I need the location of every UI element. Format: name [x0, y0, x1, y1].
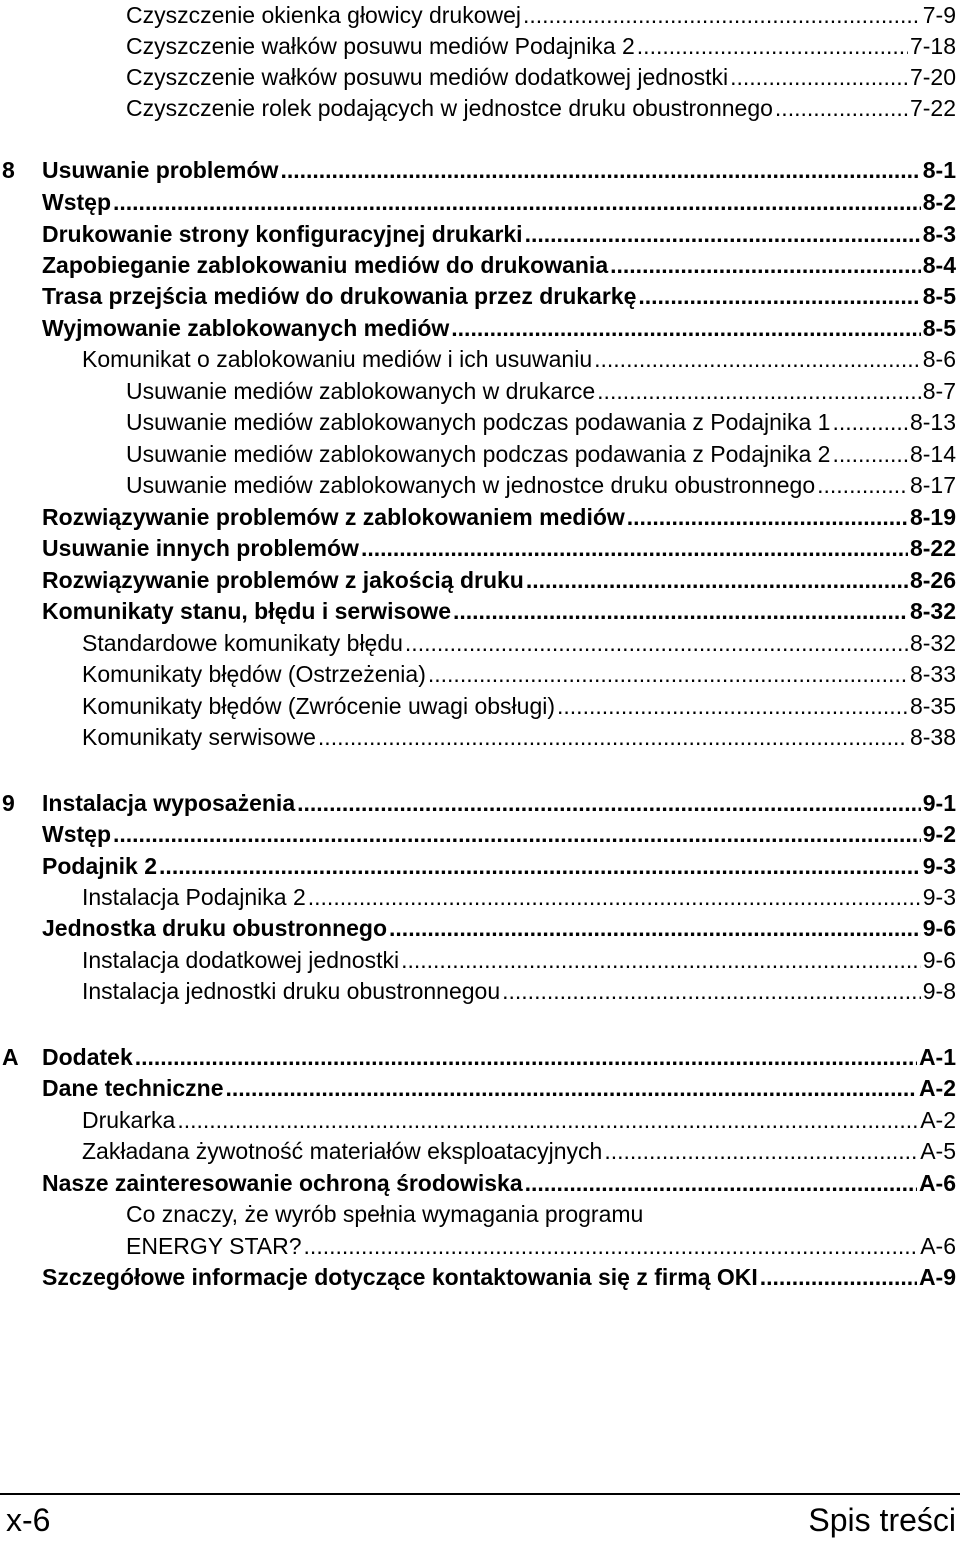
- toc-entry-page: 8-14: [909, 441, 956, 467]
- toc-entry-title: Komunikaty błędów (Ostrzeżenia): [82, 661, 426, 687]
- toc-entry-title: Komunikaty stanu, błędu i serwisowe: [42, 598, 451, 624]
- chapter-number: 9: [2, 790, 15, 816]
- toc-entry-title: Drukowanie strony konfiguracyjnej drukarki: [42, 221, 523, 247]
- toc-leader: [401, 945, 921, 975]
- toc-entry-page: 7-20: [909, 64, 956, 90]
- toc-entry[interactable]: [42, 533, 956, 563]
- toc-entry-page: 9-2: [922, 821, 956, 847]
- toc-leader: [113, 819, 921, 849]
- toc-leader: [525, 1168, 917, 1198]
- toc-entry-page: 8-5: [922, 315, 956, 341]
- toc-entry-page: 8-32: [909, 630, 956, 656]
- toc-entry-page: 8-5: [922, 283, 956, 309]
- toc-leader: [638, 281, 920, 311]
- toc-chapter-9[interactable]: [2, 788, 956, 818]
- toc-entry-page: 8-35: [909, 693, 956, 719]
- toc-entry[interactable]: [126, 1231, 956, 1261]
- toc-entry[interactable]: [42, 281, 956, 311]
- toc-entry-page: A-6: [918, 1170, 956, 1196]
- toc-entry[interactable]: [42, 596, 956, 626]
- toc-entry[interactable]: [82, 344, 956, 374]
- footer-page-number: x-6: [6, 1502, 51, 1538]
- toc-leader: [832, 439, 907, 469]
- toc-leader: [604, 1136, 918, 1166]
- toc-entry[interactable]: [42, 187, 956, 217]
- toc-leader: [597, 376, 921, 406]
- toc-entry-page: 9-6: [922, 915, 956, 941]
- toc-entry[interactable]: [82, 945, 956, 975]
- toc-entry-title: Jednostka druku obustronnego: [42, 915, 388, 941]
- toc-entry-title: Komunikaty błędów (Zwrócenie uwagi obsługi): [82, 693, 556, 719]
- toc-entry-page: 8-26: [909, 567, 956, 593]
- toc-entry-title: Standardowe komunikaty błędu: [82, 630, 403, 656]
- toc-leader: [308, 882, 921, 912]
- toc-entry[interactable]: [82, 659, 956, 689]
- toc-entry-page: 7-22: [909, 95, 956, 121]
- toc-leader: [760, 1262, 917, 1292]
- toc-entry[interactable]: [126, 470, 956, 500]
- toc-entry-title: Instalacja dodatkowej jednostki: [82, 947, 400, 973]
- toc-entry-title: Drukarka: [82, 1107, 176, 1133]
- toc-entry-title-line1[interactable]: Co znaczy, że wyrób spełnia wymagania programu: [126, 1201, 644, 1227]
- toc-entry-page: A-1: [918, 1044, 956, 1070]
- toc-entry-title: Instalacja Podajnika 2: [82, 884, 306, 910]
- toc-entry[interactable]: [42, 565, 956, 595]
- toc-entry[interactable]: [82, 1105, 956, 1135]
- toc-leader: [637, 31, 908, 61]
- toc-entry-title: Trasa przejścia mediów do drukowania przez drukarkę: [42, 283, 637, 309]
- toc-entry-page: 9-3: [922, 853, 956, 879]
- toc-entry[interactable]: [82, 976, 956, 1006]
- toc-leader: [502, 976, 921, 1006]
- toc-entry-title: Dane techniczne: [42, 1075, 224, 1101]
- toc-entry[interactable]: [42, 502, 956, 532]
- toc-entry[interactable]: [42, 819, 956, 849]
- toc-entry-page: 8-3: [922, 221, 956, 247]
- toc-entry[interactable]: [126, 407, 956, 437]
- toc-leader: [610, 250, 921, 280]
- toc-entry-page: 8-6: [922, 346, 956, 372]
- toc-leader: [730, 62, 908, 92]
- toc-entry-title: Usuwanie mediów zablokowanych podczas podawania z Podajnika 2: [126, 441, 831, 467]
- toc-leader: [177, 1105, 918, 1135]
- toc-entry[interactable]: [82, 691, 956, 721]
- toc-entry-page: A-6: [920, 1233, 956, 1259]
- toc-leader: [453, 596, 908, 626]
- toc-entry-title: Podajnik 2: [42, 853, 158, 879]
- toc-entry-title: Usuwanie mediów zablokowanych w drukarce: [126, 378, 596, 404]
- toc-entry-title: Usuwanie mediów zablokowanych w jednostce druku obustronnego: [126, 472, 816, 498]
- toc-entry[interactable]: [42, 851, 956, 881]
- toc-leader: [775, 93, 908, 123]
- toc-leader: [832, 407, 907, 437]
- toc-leader: [451, 313, 920, 343]
- toc-entry[interactable]: [42, 313, 956, 343]
- toc-entry[interactable]: [126, 376, 956, 406]
- toc-entry-page: 9-8: [922, 978, 956, 1004]
- toc-entry[interactable]: [42, 250, 956, 280]
- toc-leader: [159, 851, 921, 881]
- chapter-number: 8: [2, 157, 15, 183]
- toc-entry[interactable]: [82, 722, 956, 752]
- toc-entry-page: 8-1: [922, 157, 956, 183]
- toc-leader: [113, 187, 921, 217]
- toc-entry-page: 8-4: [922, 252, 956, 278]
- toc-entry-title: Czyszczenie wałków posuwu mediów dodatkowej jednostki: [126, 64, 729, 90]
- toc-leader: [389, 913, 921, 943]
- toc-entry-page: 8-7: [922, 378, 956, 404]
- toc-leader: [361, 533, 908, 563]
- toc-entry-title: Szczegółowe informacje dotyczące kontaktowania się z firmą OKI: [42, 1264, 758, 1290]
- toc-entry-page: 8-13: [909, 409, 956, 435]
- toc-entry-title: Rozwiązywanie problemów z zablokowaniem mediów: [42, 504, 625, 530]
- toc-entry-title: Usuwanie innych problemów: [42, 535, 359, 561]
- toc-entry-page: 7-18: [909, 33, 956, 59]
- toc-entry-title: Wstęp: [42, 821, 111, 847]
- toc-entry-page: 9-1: [922, 790, 956, 816]
- toc-entry-title: Zapobieganie zablokowaniu mediów do drukowania: [42, 252, 609, 278]
- toc-entry-page: 8-33: [909, 661, 956, 687]
- toc-entry-page: 9-6: [922, 947, 956, 973]
- footer-divider: [0, 1493, 960, 1495]
- toc-entry-title: Zakładana żywotność materiałów eksploatacyjnych: [82, 1138, 603, 1164]
- toc-leader: [135, 1042, 917, 1072]
- toc-entry-title: Instalacja wyposażenia: [42, 790, 296, 816]
- toc-entry-title-continuation: ENERGY STAR?: [126, 1233, 302, 1259]
- toc-entry-title: Wyjmowanie zablokowanych mediów: [42, 315, 450, 341]
- footer-section-title: Spis treści: [808, 1502, 956, 1538]
- toc-entry-title: Dodatek: [42, 1044, 133, 1070]
- toc-leader: [226, 1073, 917, 1103]
- toc-entry-page: 8-22: [909, 535, 956, 561]
- toc-leader: [318, 722, 908, 752]
- toc-leader: [405, 628, 908, 658]
- toc-leader: [594, 344, 921, 374]
- toc-entry-title: Komunikat o zablokowaniu mediów i ich usuwaniu: [82, 346, 593, 372]
- toc-leader: [525, 219, 921, 249]
- toc-leader: [280, 155, 920, 185]
- toc-entry[interactable]: [82, 882, 956, 912]
- toc-entry[interactable]: [82, 1136, 956, 1166]
- toc-leader: [817, 470, 908, 500]
- toc-entry[interactable]: [42, 1073, 956, 1103]
- toc-entry-page: 8-19: [909, 504, 956, 530]
- toc-chapter-8[interactable]: [2, 155, 956, 185]
- toc-entry-title: Usuwanie problemów: [42, 157, 279, 183]
- toc-entry-title: Wstęp: [42, 189, 111, 215]
- toc-leader: [627, 502, 908, 532]
- toc-entry[interactable]: [42, 219, 956, 249]
- toc-entry-page: 8-32: [909, 598, 956, 624]
- toc-entry[interactable]: [126, 0, 956, 30]
- toc-entry-page: 7-9: [922, 2, 956, 28]
- toc-entry-page: 8-2: [922, 189, 956, 215]
- toc-entry[interactable]: [126, 62, 956, 92]
- toc-leader: [304, 1231, 919, 1261]
- toc-entry-title: Czyszczenie wałków posuwu mediów Podajnika 2: [126, 33, 635, 59]
- toc-entry-title: Nasze zainteresowanie ochroną środowiska: [42, 1170, 523, 1196]
- toc-entry-title: Instalacja jednostki druku obustronnegou: [82, 978, 501, 1004]
- toc-entry-page: A-2: [918, 1075, 956, 1101]
- toc-entry[interactable]: [126, 439, 956, 469]
- toc-entry[interactable]: [42, 913, 956, 943]
- toc-entry[interactable]: [126, 31, 956, 61]
- toc-entry-title: Komunikaty serwisowe: [82, 724, 316, 750]
- toc-entry-page: 8-38: [909, 724, 956, 750]
- toc-chapter-a[interactable]: [2, 1042, 956, 1072]
- toc-entry[interactable]: [42, 1168, 956, 1198]
- toc-leader: [428, 659, 908, 689]
- toc-entry-page: 8-17: [909, 472, 956, 498]
- toc-entry-page: 9-3: [922, 884, 956, 910]
- toc-entry-title: Rozwiązywanie problemów z jakością druku: [42, 567, 524, 593]
- toc-entry[interactable]: [82, 628, 956, 658]
- toc-entry-page: A-9: [918, 1264, 956, 1290]
- toc-entry[interactable]: [42, 1262, 956, 1292]
- toc-leader: [297, 788, 921, 818]
- chapter-number: A: [2, 1044, 19, 1070]
- toc-leader: [523, 0, 921, 30]
- toc-entry-title: Czyszczenie rolek podających w jednostce druku obustronnego: [126, 95, 773, 121]
- toc-entry-title: Czyszczenie okienka głowicy drukowej: [126, 2, 521, 28]
- toc-entry-page: A-5: [920, 1138, 956, 1164]
- toc-entry-page: A-2: [920, 1107, 956, 1133]
- toc-leader: [557, 691, 908, 721]
- toc-entry[interactable]: [126, 93, 956, 123]
- toc-leader: [526, 565, 908, 595]
- toc-entry-title: Usuwanie mediów zablokowanych podczas podawania z Podajnika 1: [126, 409, 831, 435]
